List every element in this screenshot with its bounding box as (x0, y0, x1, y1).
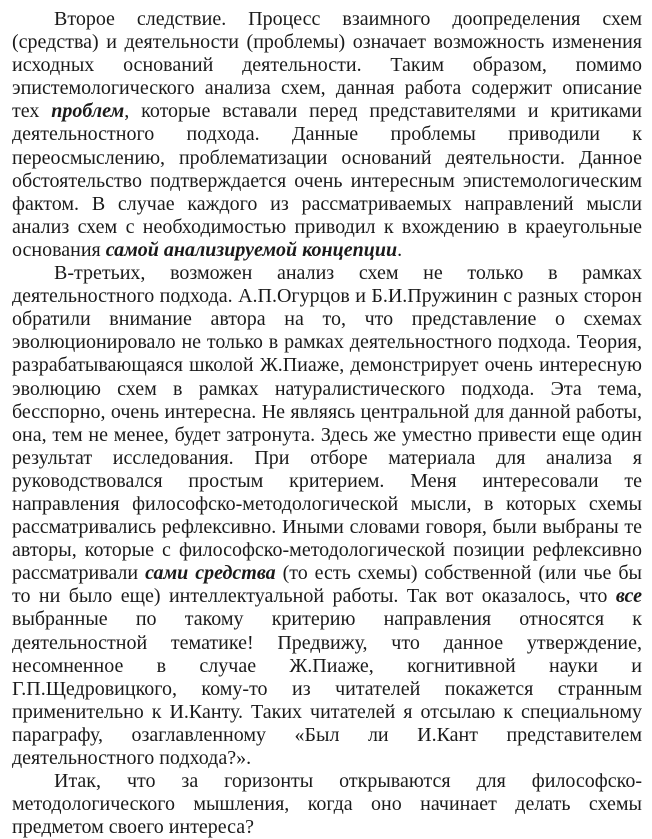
paragraph-text: Итак, что за горизонты открываются для философско-методологического мышления, когда оно начинает делать схемы предметом своего интереса? (12, 770, 642, 839)
emphasis-problems: проблем (51, 100, 125, 123)
paragraph-text: (то есть схемы) собственной (или чье бы то ни было еще) интеллектуальной работы. Так вот оказалось, что (12, 562, 642, 608)
paragraph-conclusion-question (12, 770, 642, 839)
paragraph-text: , которые вставали перед представителями и критиками деятельностного подхода. Данные проблемы приводили к переосмыслению, проблематизации оснований деятельности. Данное обстоятельство подтверждается очень интересным эпистемологическим фактом. В случае каждого из рассматриваемых направлений мысли анализ схем с необходимостью приводил к вхождению в краеугольные основания (12, 100, 642, 261)
emphasis-all: все (615, 585, 642, 608)
emphasis-means-themselves: сами средства (145, 562, 276, 585)
paragraph-second-consequence (12, 8, 642, 262)
emphasis-analyzed-concept: самой анализируемой концепции (105, 238, 398, 261)
paragraph-text: Второе следствие. Процесс взаимного доопределения схем (средства) и деятельности (проблемы) означает возможность изменения исходных оснований деятельности. Таким образом, помимо эпистемологического анализа схем, данная работа содержит описание тех (12, 8, 642, 123)
paragraph-text: В-третьих, возможен анализ схем не только в рамках деятельностного подхода. А.П.Огурцов и Б.И.Пружинин с разных сторон обратили внимание автора на то, что представление о схемах эволюционировало не только в рамках деятельностного подхода. Теория, разрабатывающаяся школой Ж.Пиаже, демонстрирует очень интересную эволюцию схем в рамках натуралистического подхода. Эта тема, бесспорно, очень интересна. Не являясь центральной для данной работы, она, тем не менее, будет затронута. Здесь же уместно привести еще один результат исследования. При отборе материала для анализа я руководствовался простым критерием. Меня интересовали те направления философско-методологической мысли, в которых схемы рассматривались рефлексивно. Иными словами говоря, были выбраны те авторы, которые с философско-методологической позиции рефлексивно рассматривали (12, 262, 642, 585)
paragraph-text: выбранные по такому критерию направления относятся к деятельностной тематике! Предвижу, что данное утверждение, несомненное в случае Ж.Пиаже, когнитивной науки и Г.П.Щедровицкого, кому-то из читателей покажется странным применительно к И.Канту. Таких читателей я отсылаю к специальному параграфу, озаглавленному «Был ли И.Кант представителем деятельностного подхода?». (12, 608, 642, 769)
paragraph-third-point (12, 262, 642, 770)
paragraph-text: . (397, 238, 403, 261)
